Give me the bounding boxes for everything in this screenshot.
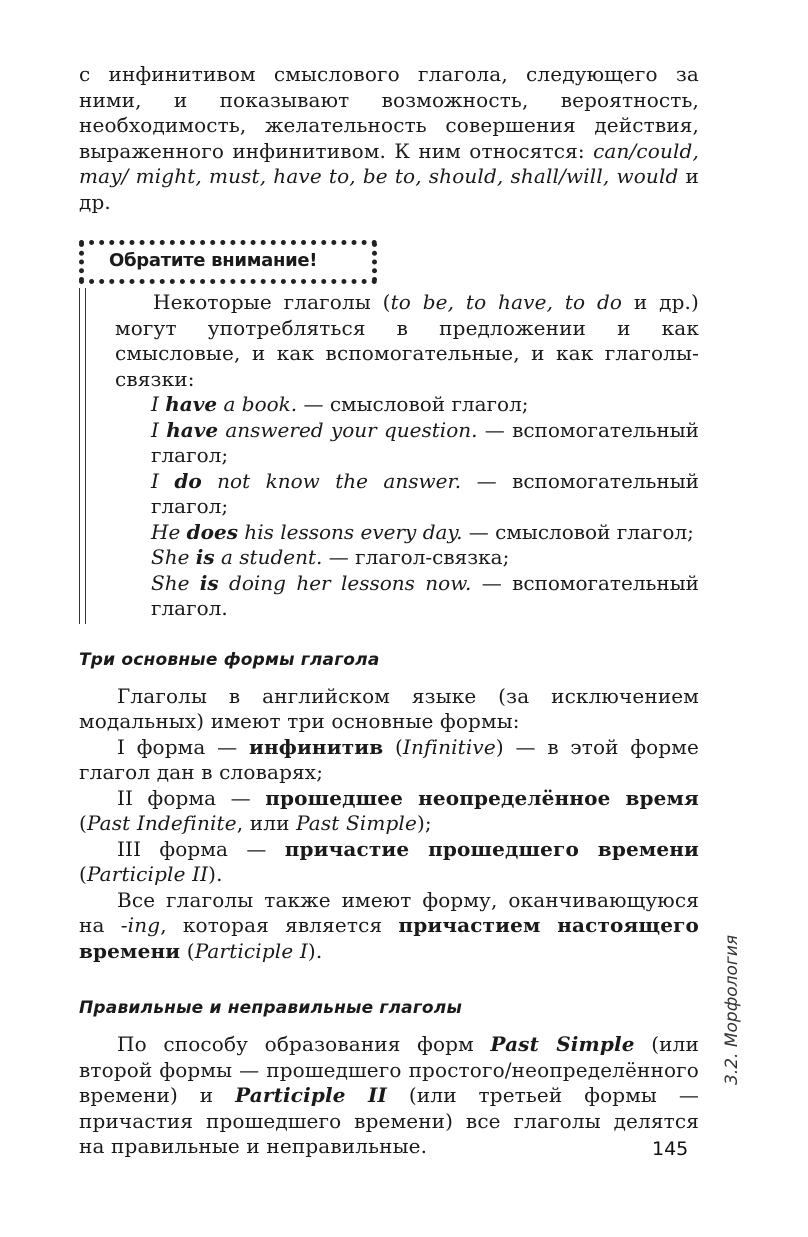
example-line: I do not know the answer. — вспомогательный глагол;: [151, 468, 700, 518]
example-line: She is doing her lessons now. — вспомогательный глагол.: [151, 570, 699, 620]
regular-verbs-paragraph: По способу образования форм Past Simple (или второй формы — прошедшего простого/неопределённого времени) и Participle II (или третьей формы — причастия прошедшего времени) все глаголы делятся на правильные и неправильные.: [79, 1032, 699, 1158]
example-line: She is a student. — глагол-связка;: [151, 545, 510, 569]
note-body: [79, 290, 699, 622]
forms-intro: Глаголы в английском языке (за исключением модальных) имеют три основные формы:: [79, 683, 699, 733]
example-line: He does his lessons every day. — смысловой глагол;: [151, 519, 694, 544]
section-heading-forms: Три основные формы глагола: [79, 649, 380, 670]
note-box-header: [79, 240, 377, 284]
section-heading-regular: Правильные и неправильные глаголы: [79, 998, 463, 1018]
page-number: 145: [652, 1138, 689, 1160]
form-two: II форма — прошедшее неопределённое время (Past Indefinite, или Past Simple);: [79, 785, 699, 835]
note-side-bar: [79, 288, 86, 624]
form-one: I форма — инфинитив (Infinitive) — в этой форме глагол дан в словарях;: [79, 734, 699, 784]
page-content: [79, 62, 699, 1160]
ing-form-paragraph: Все глаголы также имеют форму, оканчивающуюся на -ing, которая является причастием настоящего времени (Participle I).: [79, 887, 699, 963]
example-line: I have a book. — смысловой глагол;: [151, 392, 529, 416]
modal-verbs-list: can/could, may/ might, must, have to, be to, should, shall/will, would: [79, 138, 699, 188]
note-title: Обратите внимание!: [109, 250, 318, 271]
example-line: I have answered your question. — вспомогательный глагол;: [151, 417, 699, 467]
intro-paragraph: с инфинитивом смыслового глагола, следующего за ними, и показывают возможность, вероятность, необходимость, желательность совершения действия, выраженного инфинитивом. К ним относятся: can/could, may/ might, must, have to, be to, should, shall/will, would и др.: [79, 62, 699, 214]
running-section-label: 3.2. Морфология: [722, 934, 742, 1085]
form-three: III форма — причастие прошедшего времени (Participle II).: [79, 836, 699, 886]
note-intro: Некоторые глаголы (to be, to have, to do и др.) могут употребляться в предложении и как смысловые, и как вспомогательные, и как глаголы-связки:: [115, 290, 700, 391]
